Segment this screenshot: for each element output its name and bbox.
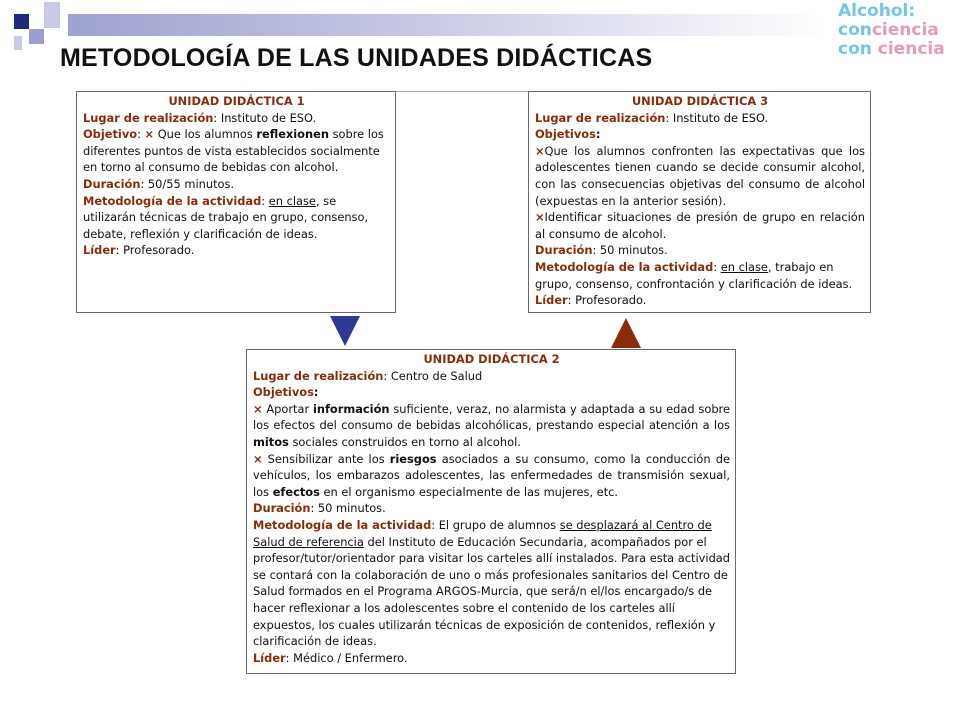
unit-2-objective-1-b: suficiente, veraz, no alarmista y adaptada a su edad sobre los efectos del consumo de bebidas alcohólicas, prestando especial atención a los	[253, 401, 730, 433]
unit-2-place-label: Lugar de realización	[253, 368, 384, 383]
logo-line-1: Alcohol:	[838, 1, 916, 21]
unit-1-duration-label: Duración	[83, 176, 141, 191]
decor-square-navy	[14, 14, 29, 29]
unit-2-objectives	[253, 384, 730, 401]
unit-3-duration-value: : 50 minutos.	[592, 243, 668, 258]
page-title: METODOLOGÍA DE LAS UNIDADES DIDÁCTICAS	[60, 44, 653, 72]
unit-3-objectives-label: Objetivos	[535, 127, 596, 142]
unit-2-objective-1-c: sociales construidos en torno al alcohol.	[288, 434, 521, 449]
connector-line	[396, 91, 528, 92]
unit-3-method-post: , trabajo en grupo, consenso, confrontación y clarificación de ideas.	[535, 259, 853, 291]
unit-3-method-underline: en clase	[720, 259, 768, 274]
unit-1-leader-value: : Profesorado.	[115, 243, 195, 258]
unit-1-objective-sep: :	[137, 127, 145, 142]
unit-2-objectives-colon: :	[313, 385, 319, 400]
unit-3-leader-value: : Profesorado.	[567, 293, 647, 308]
unit-3-header: UNIDAD DIDÁCTICA 3	[631, 94, 769, 108]
unit-1-place	[83, 110, 390, 127]
logo-line-3b: ciencia	[877, 39, 945, 59]
unit-2-method-post: del Instituto de Educación Secundaria, acompañados por el profesor/tutor/orientador para visitar los carteles allí instalados. Para esta actividad se contará con la colaboración de uno o más profesionales sanitarios del Centro de Salud formados en el Programa ARGOS-Murcia, que será/n el/los encargado/s de hacer reflexionar a los adolescentes sobre el contenido de los carteles allí expuestos, los cuales utilizarán técnicas de exposición de contenidos, reflexión y clarificación de ideas.	[253, 534, 731, 649]
bullet-x-icon: ×	[535, 143, 545, 158]
unit-1-objective-post: sobre los diferentes puntos de vista establecidos socialmente en torno al consumo de bebidas con alcohol.	[83, 127, 384, 175]
arrow-down-icon	[330, 316, 360, 346]
unit-2-objective-1	[253, 401, 730, 451]
unit-3-duration	[535, 242, 865, 259]
unit-2-leader	[253, 650, 730, 667]
unit-3-place-value: : Instituto de ESO.	[665, 110, 769, 125]
unit-3-leader-label: Líder	[535, 293, 568, 308]
unit-2-method	[253, 517, 730, 650]
bullet-x-icon: ×	[535, 210, 545, 225]
unit-2-leader-value: : Médico / Enfermero.	[285, 650, 408, 665]
unit-2-duration	[253, 500, 730, 517]
brand-logo	[838, 2, 945, 59]
unit-3-box	[528, 91, 871, 313]
unit-1-objective-label: Objetivo	[83, 127, 138, 142]
unit-2-objectives-label: Objetivos	[253, 385, 314, 400]
unit-2-place-value: : Centro de Salud	[383, 368, 483, 383]
unit-1-leader	[83, 242, 390, 259]
unit-1-method-sep: :	[261, 193, 269, 208]
header-gradient-bar	[68, 14, 828, 36]
unit-2-box	[246, 349, 736, 674]
unit-1-leader-label: Líder	[83, 243, 116, 258]
unit-2-duration-value: : 50 minutos.	[310, 501, 386, 516]
unit-1-place-label: Lugar de realización	[83, 110, 214, 125]
unit-1-place-value: : Instituto de ESO.	[213, 110, 317, 125]
unit-1-objective	[83, 126, 390, 176]
unit-2-objective-2-c: en el organismo especialmente de las mujeres, etc.	[319, 484, 619, 499]
unit-3-method	[535, 259, 865, 292]
unit-1-method-underline: en clase	[268, 193, 316, 208]
bullet-x-icon: ×	[144, 127, 155, 142]
unit-1-method	[83, 193, 390, 243]
arrow-up-icon	[611, 318, 641, 348]
unit-1-objective-pre: Que los alumnos	[154, 127, 257, 142]
logo-line-3a: con	[838, 39, 878, 59]
unit-3-method-label: Metodología de la actividad	[535, 259, 714, 274]
decor-square-light	[44, 2, 60, 18]
unit-3-place	[535, 110, 865, 127]
unit-1-duration-value: : 50/55 minutos.	[140, 176, 235, 191]
decor-square-mid	[29, 29, 44, 44]
unit-3-method-sep: :	[713, 259, 721, 274]
unit-2-objective-2-a: Sensibilizar ante los	[262, 451, 390, 466]
unit-3-place-label: Lugar de realización	[535, 110, 666, 125]
unit-3-duration-label: Duración	[535, 243, 593, 258]
unit-1-method-post: , se utilizarán técnicas de trabajo en grupo, consenso, debate, reflexión y clarificación de ideas.	[83, 193, 369, 241]
unit-2-objective-1-a: Aportar	[262, 401, 313, 416]
unit-2-objective-2-strong-2: efectos	[272, 484, 320, 499]
unit-2-header: UNIDAD DIDÁCTICA 2	[423, 352, 560, 366]
unit-1-objective-strong: reflexionen	[256, 127, 329, 142]
unit-2-leader-label: Líder	[253, 650, 286, 665]
unit-3-objective-2-text: Identificar situaciones de presión de grupo en relación al consumo de alcohol.	[535, 210, 865, 241]
unit-3-objective-1-text: Que los alumnos confronten las expectativas que los adolescentes tienen cuando se decide consumir alcohol, con las consecuencias objetivas del consumo de alcohol (expuestas en la anterior sesión).	[535, 143, 865, 208]
unit-2-objective-1-strong-1: información	[312, 401, 390, 416]
unit-1-box	[76, 91, 396, 313]
decor-square-light-3	[44, 18, 60, 28]
decor-square-light-2	[14, 36, 22, 50]
unit-2-method-sep: : El grupo de alumnos	[431, 517, 560, 532]
unit-1-method-label: Metodología de la actividad	[83, 193, 262, 208]
unit-2-method-label: Metodología de la actividad	[253, 517, 432, 532]
unit-3-objective-2	[535, 209, 865, 242]
unit-2-place	[253, 368, 730, 385]
bullet-x-icon: ×	[253, 401, 263, 416]
unit-3-objectives-colon: :	[595, 127, 601, 142]
bullet-x-icon: ×	[253, 451, 263, 466]
unit-1-duration	[83, 176, 390, 193]
unit-2-objective-2	[253, 451, 730, 501]
unit-3-leader	[535, 292, 865, 309]
unit-3-objective-1	[535, 143, 865, 209]
logo-line-2a: con	[838, 20, 872, 40]
unit-1-header: UNIDAD DIDÁCTICA 1	[168, 94, 305, 108]
unit-2-objective-2-strong-1: riesgos	[389, 451, 437, 466]
unit-2-duration-label: Duración	[253, 501, 311, 516]
unit-2-objective-1-strong-2: mitos	[253, 434, 289, 449]
unit-2-objective-2-b: asociados a su consumo, como la conducción de vehículos, los embarazos adolescentes, las enfermedades de transmisión sexual, los	[253, 451, 730, 499]
logo-line-2b: ciencia	[871, 20, 939, 40]
unit-3-objectives	[535, 126, 865, 143]
unit-2-method-underline: se desplazará al Centro de Salud de referencia	[253, 517, 712, 549]
